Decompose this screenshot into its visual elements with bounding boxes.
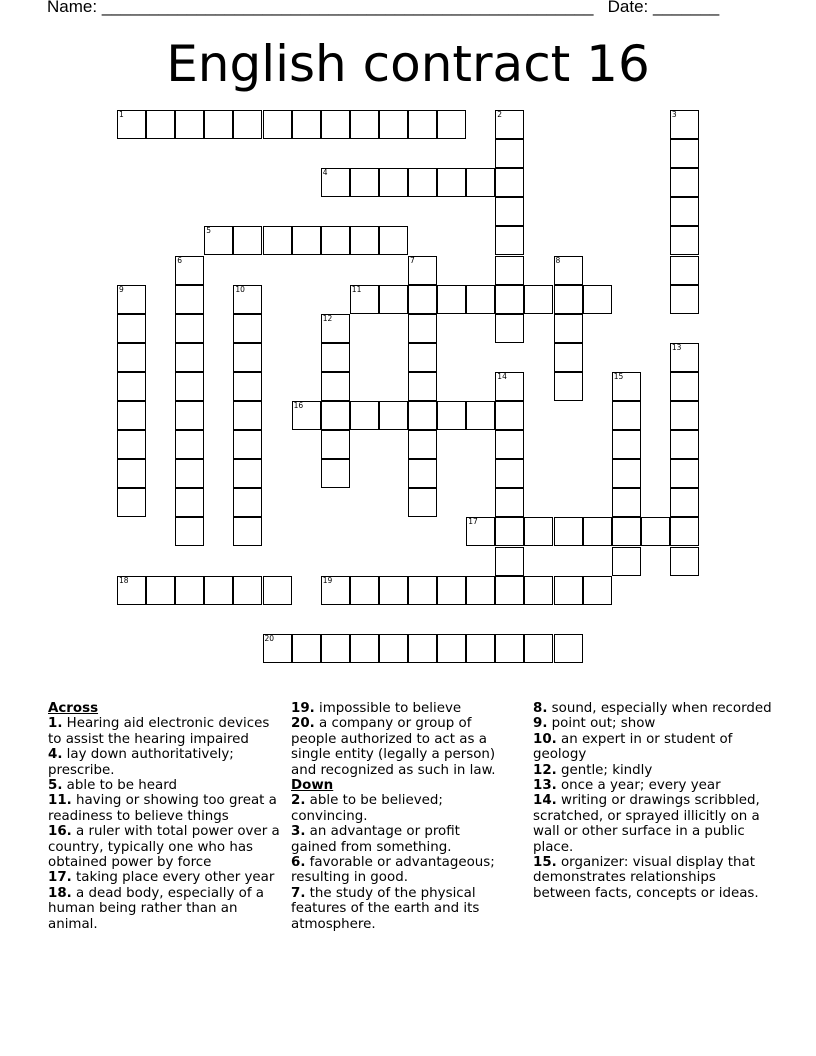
grid-cell[interactable] (321, 226, 350, 255)
grid-cell[interactable] (670, 547, 699, 576)
clue-number: 9 (119, 284, 124, 294)
grid-cell[interactable] (670, 488, 699, 517)
across-clue: 20. a company or group of people authorized to act as a single entity (legally a person) and recognized as such in law. (291, 716, 496, 778)
grid-cell[interactable] (175, 401, 204, 430)
grid-cell[interactable] (495, 285, 524, 314)
grid-cell[interactable] (379, 226, 408, 255)
grid-cell[interactable] (350, 285, 379, 314)
clue-column-3 (533, 701, 773, 901)
grid-cell[interactable] (204, 110, 233, 139)
grid-cell[interactable] (495, 372, 524, 401)
grid-cell[interactable] (175, 517, 204, 546)
grid-cell[interactable] (321, 576, 350, 605)
grid-cell[interactable] (670, 256, 699, 285)
clue-number: 19 (322, 575, 333, 585)
grid-cell[interactable] (495, 226, 524, 255)
down-clue: 6. favorable or advantageous; resulting in good. (291, 855, 495, 886)
grid-cell[interactable] (321, 634, 350, 663)
across-clue: 17. taking place every other year (48, 870, 275, 886)
down-heading: Down (291, 778, 334, 794)
grid-cell[interactable] (379, 110, 408, 139)
grid-cell[interactable] (437, 168, 466, 197)
clue-number: 3 (671, 110, 677, 119)
down-clue: 8. sound, especially when recorded (533, 701, 772, 716)
clue-number: 8 (555, 255, 561, 265)
clue-number: 4 (322, 168, 328, 178)
grid-cell[interactable] (233, 430, 262, 459)
grid-cell[interactable] (408, 576, 437, 605)
grid-cell[interactable] (379, 168, 408, 197)
grid-cell[interactable] (233, 459, 262, 488)
grid-cell[interactable] (670, 343, 699, 372)
clue-number: 20 (264, 633, 275, 643)
clue-number: 1 (119, 110, 124, 119)
grid-cell[interactable] (670, 110, 699, 139)
grid-cell[interactable] (175, 430, 204, 459)
clue-number: 16 (293, 401, 304, 410)
grid-cell[interactable] (117, 430, 146, 459)
grid-cell[interactable] (524, 576, 553, 605)
grid-cell[interactable] (670, 168, 699, 197)
grid-cell[interactable] (117, 314, 146, 343)
grid-cell[interactable] (641, 517, 670, 546)
grid-cell[interactable] (554, 576, 583, 605)
grid-cell[interactable] (408, 256, 437, 285)
grid-cell[interactable] (233, 372, 262, 401)
grid-cell[interactable] (175, 343, 204, 372)
grid-cell[interactable] (612, 459, 641, 488)
grid-cell[interactable] (233, 226, 262, 255)
grid-cell[interactable] (466, 168, 495, 197)
clue-column-2 (291, 701, 509, 932)
grid-cell[interactable] (495, 459, 524, 488)
down-clue-list-continued (533, 701, 773, 901)
grid-cell[interactable] (379, 576, 408, 605)
grid-cell[interactable] (495, 488, 524, 517)
clue-number: 6 (177, 255, 182, 265)
grid-cell[interactable] (233, 285, 262, 314)
grid-cell[interactable] (495, 401, 524, 430)
clue-number: 13 (671, 342, 682, 352)
grid-cell[interactable] (321, 401, 350, 430)
grid-cell[interactable] (408, 314, 437, 343)
grid-cell[interactable] (379, 285, 408, 314)
grid-cell[interactable] (466, 285, 495, 314)
down-clue: 9. point out; show (533, 716, 656, 732)
grid-cell[interactable] (524, 634, 553, 663)
grid-cell[interactable] (117, 488, 146, 517)
across-clue: 11. having or showing too great a readiness to believe things (48, 793, 277, 824)
grid-cell[interactable] (554, 256, 583, 285)
across-clue: 18. a dead body, especially of a human being rather than an animal. (48, 885, 265, 932)
grid-cell[interactable] (670, 372, 699, 401)
across-clue-list-continued (291, 701, 509, 778)
grid-cell[interactable] (670, 517, 699, 546)
grid-cell[interactable] (495, 168, 524, 197)
grid-cell[interactable] (408, 634, 437, 663)
grid-cell[interactable] (379, 401, 408, 430)
grid-cell[interactable] (437, 576, 466, 605)
grid-cell[interactable] (670, 401, 699, 430)
puzzle-title: English contract 16 (166, 35, 650, 93)
grid-cell[interactable] (233, 517, 262, 546)
grid-cell[interactable] (233, 488, 262, 517)
grid-cell[interactable] (263, 634, 292, 663)
grid-cell[interactable] (321, 168, 350, 197)
clue-number: 12 (322, 313, 333, 323)
grid-cell[interactable] (175, 459, 204, 488)
grid-cell[interactable] (554, 285, 583, 314)
grid-cell[interactable] (408, 459, 437, 488)
clue-number: 15 (613, 371, 624, 381)
grid-cell[interactable] (146, 576, 175, 605)
across-clue: 16. a ruler with total power over a country, typically one who has obtained power by force (48, 824, 280, 871)
down-clue: 13. once a year; every year (533, 778, 721, 794)
grid-cell[interactable] (408, 168, 437, 197)
grid-cell[interactable] (321, 110, 350, 139)
grid-cell[interactable] (495, 430, 524, 459)
grid-cell[interactable] (292, 110, 321, 139)
grid-cell[interactable] (350, 226, 379, 255)
grid-cell[interactable] (146, 110, 175, 139)
grid-cell[interactable] (321, 430, 350, 459)
grid-cell[interactable] (175, 285, 204, 314)
grid-cell[interactable] (263, 110, 292, 139)
grid-cell[interactable] (408, 285, 437, 314)
grid-cell[interactable] (233, 314, 262, 343)
grid-cell[interactable] (204, 226, 233, 255)
grid-cell[interactable] (437, 634, 466, 663)
name-label: Name: (47, 0, 98, 16)
grid-cell[interactable] (437, 401, 466, 430)
grid-cell[interactable] (583, 285, 612, 314)
grid-cell[interactable] (554, 517, 583, 546)
grid-cell[interactable] (495, 314, 524, 343)
down-clue: 14. writing or drawings scribbled, scratched, or sprayed illicitly on a wall or other surface in a public place. (533, 793, 760, 855)
grid-cell[interactable] (408, 430, 437, 459)
grid-cell[interactable] (612, 430, 641, 459)
grid-cell[interactable] (117, 576, 146, 605)
grid-cell[interactable] (554, 634, 583, 663)
name-blank[interactable]: ____________________________________________________ (101, 0, 594, 16)
grid-cell[interactable] (117, 372, 146, 401)
grid-cell[interactable] (175, 110, 204, 139)
grid-cell[interactable] (466, 517, 495, 546)
grid-cell[interactable] (175, 488, 204, 517)
grid-cell[interactable] (408, 343, 437, 372)
grid-cell[interactable] (204, 576, 233, 605)
grid-cell[interactable] (612, 488, 641, 517)
grid-cell[interactable] (321, 343, 350, 372)
grid-cell[interactable] (408, 488, 437, 517)
grid-cell[interactable] (321, 314, 350, 343)
grid-cell[interactable] (495, 517, 524, 546)
clue-number: 11 (351, 284, 362, 294)
grid-cell[interactable] (495, 256, 524, 285)
grid-cell[interactable] (321, 459, 350, 488)
grid-cell[interactable] (524, 285, 553, 314)
grid-cell[interactable] (554, 343, 583, 372)
across-clue: 4. lay down authoritatively; prescribe. (48, 747, 234, 778)
clue-number: 10 (235, 284, 245, 294)
grid-cell[interactable] (437, 110, 466, 139)
grid-cell[interactable] (117, 110, 146, 139)
across-clue: 19. impossible to believe (291, 701, 462, 716)
grid-cell[interactable] (554, 372, 583, 401)
grid-cell[interactable] (495, 197, 524, 226)
grid-cell[interactable] (233, 110, 262, 139)
grid-cell[interactable] (466, 576, 495, 605)
grid-cell[interactable] (612, 372, 641, 401)
across-clue: 1. Hearing aid electronic devices to assist the hearing impaired (48, 716, 270, 747)
grid-cell[interactable] (466, 401, 495, 430)
down-clue: 15. organizer: visual display that demonstrates relationships between facts, concepts or ideas. (533, 855, 759, 901)
grid-cell[interactable] (350, 576, 379, 605)
grid-cell[interactable] (466, 634, 495, 663)
grid-cell[interactable] (350, 110, 379, 139)
grid-cell[interactable] (233, 343, 262, 372)
grid-cell[interactable] (495, 547, 524, 576)
down-clue-list (291, 793, 509, 932)
clue-number: 2 (497, 110, 503, 119)
date-label: Date: (607, 0, 649, 16)
grid-cell[interactable] (612, 547, 641, 576)
grid-cell[interactable] (670, 459, 699, 488)
grid-cell[interactable] (612, 517, 641, 546)
grid-cell[interactable] (350, 401, 379, 430)
grid-cell[interactable] (175, 372, 204, 401)
grid-cell[interactable] (495, 110, 524, 139)
clue-number: 7 (410, 255, 415, 265)
down-clue: 3. an advantage or profit gained from something. (291, 824, 460, 855)
down-clue: 2. able to be believed; convincing. (291, 793, 443, 824)
date-blank[interactable]: _______ (653, 0, 720, 16)
clue-number: 17 (468, 517, 478, 527)
clue-number: 18 (119, 575, 129, 585)
grid-cell[interactable] (495, 634, 524, 663)
grid-cell[interactable] (583, 576, 612, 605)
grid-cell[interactable] (612, 401, 641, 430)
grid-cell[interactable] (524, 517, 553, 546)
grid-cell[interactable] (408, 110, 437, 139)
grid-cell[interactable] (495, 576, 524, 605)
grid-cell[interactable] (292, 401, 321, 430)
grid-cell[interactable] (379, 634, 408, 663)
down-clue: 10. an expert in or student of geology (533, 731, 733, 763)
grid-cell[interactable] (263, 576, 292, 605)
grid-cell[interactable] (117, 285, 146, 314)
grid-cell[interactable] (117, 401, 146, 430)
grid-cell[interactable] (233, 401, 262, 430)
grid-cell[interactable] (408, 401, 437, 430)
down-clue: 12. gentle; kindly (533, 762, 653, 778)
clue-column-1 (48, 701, 280, 932)
grid-cell[interactable] (117, 343, 146, 372)
across-heading: Across (48, 701, 99, 716)
grid-cell[interactable] (175, 256, 204, 285)
grid-cell[interactable] (670, 430, 699, 459)
grid-cell[interactable] (670, 139, 699, 168)
grid-cell[interactable] (292, 634, 321, 663)
grid-cell[interactable] (583, 517, 612, 546)
grid-cell[interactable] (350, 634, 379, 663)
grid-cell[interactable] (175, 576, 204, 605)
grid-cell[interactable] (670, 226, 699, 255)
clue-number: 14 (497, 371, 507, 381)
grid-cell[interactable] (437, 285, 466, 314)
grid-cell[interactable] (263, 226, 292, 255)
grid-cell[interactable] (670, 285, 699, 314)
grid-cell[interactable] (408, 372, 437, 401)
grid-cell[interactable] (175, 314, 204, 343)
grid-cell[interactable] (350, 168, 379, 197)
across-clue: 5. able to be heard (48, 778, 177, 794)
down-clue: 7. the study of the physical features of the earth and its atmosphere. (291, 885, 480, 932)
grid-cell[interactable] (233, 576, 262, 605)
grid-cell[interactable] (495, 139, 524, 168)
grid-cell[interactable] (292, 226, 321, 255)
clue-number: 5 (206, 226, 212, 236)
grid-cell[interactable] (117, 459, 146, 488)
across-clue-list (48, 716, 280, 932)
grid-cell[interactable] (670, 197, 699, 226)
grid-cell[interactable] (321, 372, 350, 401)
grid-cell[interactable] (554, 314, 583, 343)
